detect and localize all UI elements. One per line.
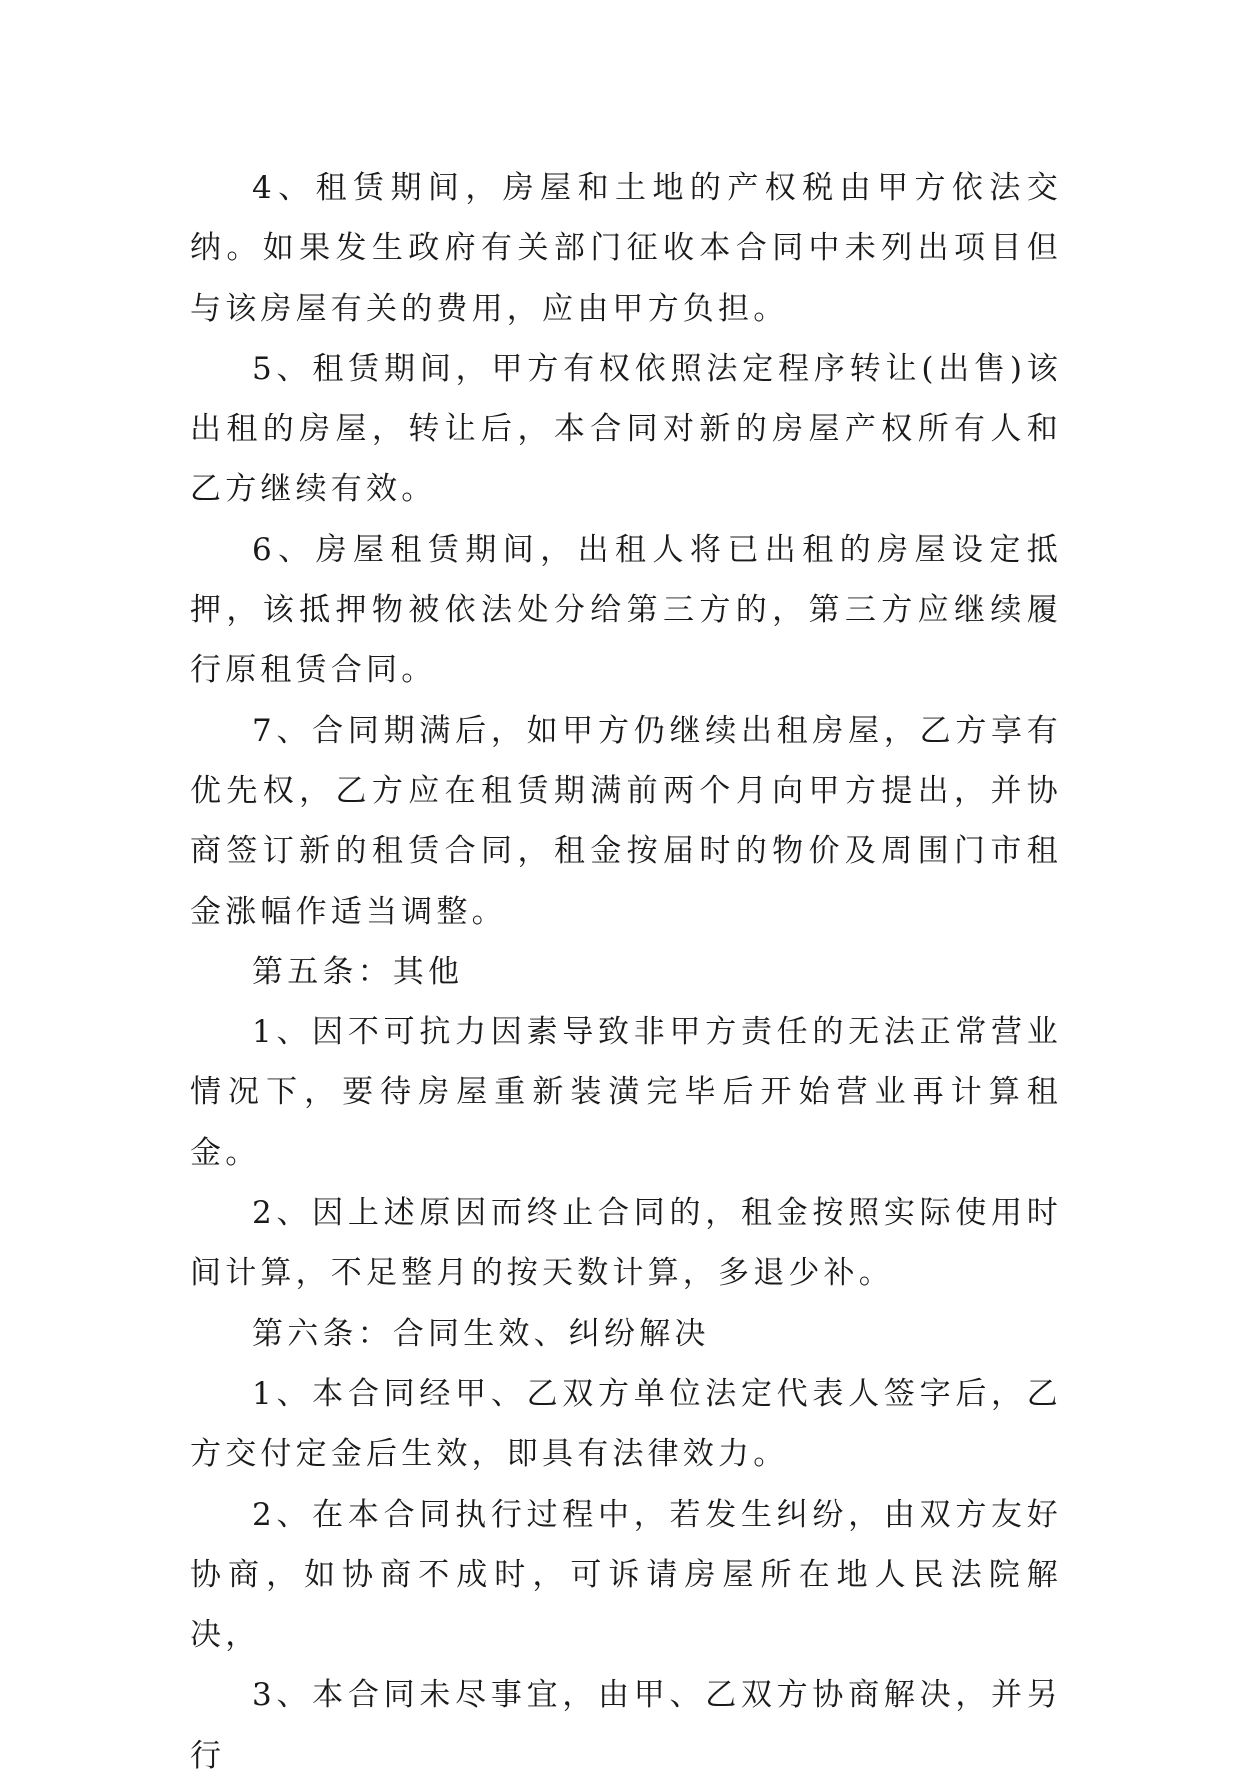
clause-paragraph: 1、因不可抗力因素导致非甲方责任的无法正常营业情况下，要待房屋重新装潢完毕后开始营业再计算租金。: [190, 1014, 1062, 1171]
clause-paragraph: 1、本合同经甲、乙双方单位法定代表人签字后，乙方交付定金后生效，即具有法律效力。: [190, 1375, 1062, 1473]
document-body: [190, 158, 1062, 1786]
clause-paragraph: 2、因上述原因而终止合同的，租金按照实际使用时间计算，不足整月的按天数计算，多退少补。: [190, 1195, 1062, 1292]
clause-paragraph: 2、在本合同执行过程中，若发生纠纷，由双方友好协商，如协商不成时，可诉请房屋所在地人民法院解决，: [190, 1496, 1062, 1654]
clause-paragraph: 3、本合同未尽事宜，由甲、乙双方协商解决，并另行: [190, 1677, 1062, 1774]
clause-paragraph: 5、租赁期间，甲方有权依照法定程序转让(出售)该出租的房屋，转让后，本合同对新的房屋产权所有人和乙方继续有效。: [190, 350, 1062, 508]
clause-paragraph: 7、合同期满后，如甲方仍继续出租房屋，乙方享有优先权，乙方应在租赁期满前两个月向甲方提出，并协商签订新的租赁合同，租金按届时的物价及周围门市租金涨幅作适当调整。: [190, 712, 1062, 930]
clause-paragraph: 4、租赁期间，房屋和土地的产权税由甲方依法交纳。如果发生政府有关部门征收本合同中未列出项目但与该房屋有关的费用，应由甲方负担。: [190, 170, 1062, 327]
clause-paragraph: 6、房屋租赁期间，出租人将已出租的房屋设定抵押，该抵押物被依法处分给第三方的，第三方应继续履行原租赁合同。: [190, 531, 1062, 689]
section-heading: 第六条：合同生效、纠纷解决: [252, 1315, 710, 1352]
section-heading: 第五条：其他: [252, 953, 464, 990]
